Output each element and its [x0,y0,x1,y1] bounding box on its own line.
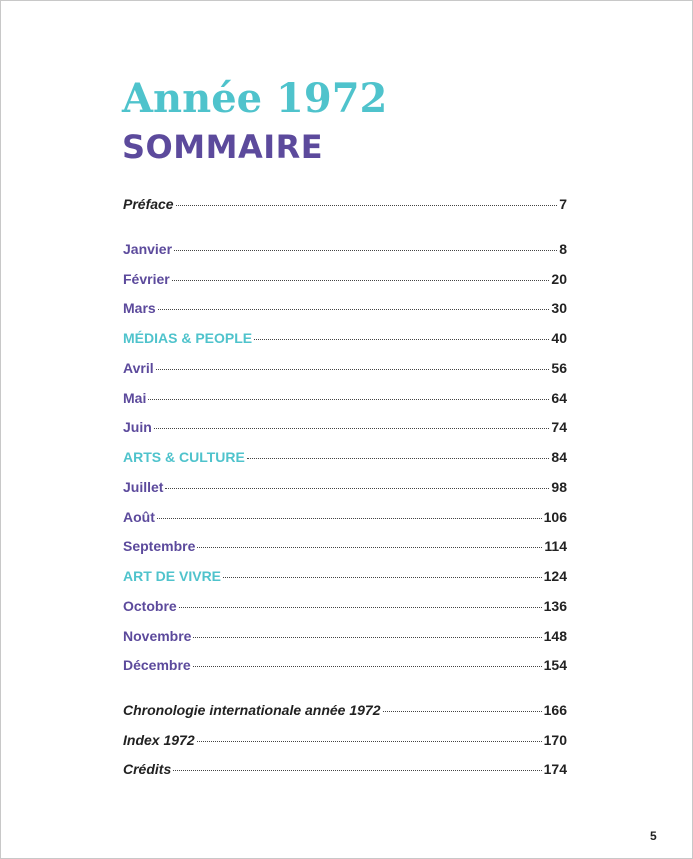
toc-entry-page: 40 [551,330,567,346]
dot-leader [247,458,550,459]
toc-entry-page: 8 [559,241,567,257]
toc-entry[interactable] [123,299,567,317]
dot-leader [157,518,542,519]
dot-leader [193,666,542,667]
toc-entry[interactable] [123,701,567,719]
toc-entry-page: 114 [544,538,567,554]
toc-entry[interactable] [123,240,567,258]
toc-entry-label: ART DE VIVRE [123,568,222,584]
toc-entry[interactable] [123,627,567,645]
toc-entry[interactable] [123,508,567,526]
toc-entry-label: Mai [123,390,147,406]
toc-entry-page: 154 [543,657,567,673]
toc-entry-page: 124 [543,568,567,584]
toc-entry-page: 106 [543,509,567,525]
toc-entry-page: 98 [551,479,567,495]
dot-leader [223,577,542,578]
toc-entry-label: Février [123,271,170,287]
page-title: SOMMAIRE [122,128,324,166]
toc-entry-page: 20 [551,271,567,287]
toc-entry-label: Juin [123,419,152,435]
toc-entry-page: 170 [543,732,567,748]
toc-entry-label: Chronologie internationale année 1972 [123,702,381,718]
dot-leader [148,399,549,400]
toc-entry[interactable] [123,537,567,555]
dot-leader [197,547,542,548]
toc-entry-label: Août [123,509,155,525]
toc-entry[interactable] [123,478,567,496]
toc-entry-label: Juillet [123,479,164,495]
dot-leader [165,488,549,489]
dot-leader [173,770,541,771]
toc-entry-page: 148 [543,628,567,644]
toc-entry[interactable] [123,389,567,407]
toc-entry-page: 84 [551,449,567,465]
toc-entry-label: Préface [123,196,174,212]
toc-entry-label: Octobre [123,598,177,614]
toc-entry-label: Avril [123,360,154,376]
toc-entry-label: Novembre [123,628,192,644]
toc-entry-page: 56 [551,360,567,376]
toc-entry[interactable] [123,448,567,466]
book-title: Année 1972 [122,75,388,122]
toc-entry[interactable] [123,567,567,585]
toc-entry[interactable] [123,418,567,436]
dot-leader [156,369,550,370]
toc-entry[interactable] [123,731,567,749]
dot-leader [176,205,558,206]
toc-entry-label: MÉDIAS & PEOPLE [123,330,253,346]
toc-entry-page: 64 [551,390,567,406]
toc-entry-label: ARTS & CULTURE [123,449,245,465]
toc-entry-page: 7 [559,196,567,212]
dot-leader [172,280,550,281]
toc-entry[interactable] [123,597,567,615]
toc-entry-page: 166 [543,702,567,718]
dot-leader [193,637,541,638]
toc-entry[interactable] [123,270,567,288]
toc-entry-label: Décembre [123,657,191,673]
dot-leader [254,339,549,340]
toc-entry-label: Index 1972 [123,732,195,748]
toc-entry-label: Janvier [123,241,173,257]
dot-leader [154,428,550,429]
toc-entry-page: 136 [543,598,567,614]
dot-leader [158,309,550,310]
toc-entry-label: Septembre [123,538,196,554]
dot-leader [197,741,542,742]
page-number: 5 [650,829,657,843]
toc-entry[interactable] [123,656,567,674]
dot-leader [179,607,542,608]
toc-entry[interactable] [123,359,567,377]
toc-entry-label: Crédits [123,761,172,777]
toc-entry-page: 74 [551,419,567,435]
toc-entry-label: Mars [123,300,156,316]
toc-entry[interactable] [123,329,567,347]
dot-leader [174,250,557,251]
dot-leader [383,711,542,712]
toc-entry-page: 30 [551,300,567,316]
toc-entry[interactable] [123,195,567,213]
toc-entry-page: 174 [543,761,567,777]
toc-entry[interactable] [123,760,567,778]
